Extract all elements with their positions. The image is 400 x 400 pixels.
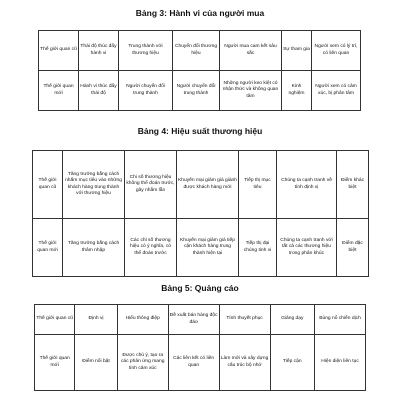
row-header-new: Thế giới quan mới [33,219,63,277]
table-row [35,305,366,335]
table-cell: Các liên kết có liên quan [168,335,219,391]
table-cell: Điểm đặc biệt [337,219,369,277]
row-header-new: Thế giới quan mới [35,335,75,391]
table-4-title: Bảng 4: Hiệu suất thương hiệu [137,126,263,136]
row-header-old: Thế giới quan cũ [33,151,63,219]
table-cell: Người xem có cảm xúc, bị phân tâm [312,71,361,111]
table-4-brand-performance [32,150,369,277]
table-cell: Hành vi thúc đẩy thái độ [79,71,119,111]
table-cell: Giảng dạy [270,305,315,335]
row-header-new: Thế giới quan mới [39,71,79,111]
table-row [35,335,366,391]
table-5-advertising [34,304,366,391]
table-cell: Thái độ thúc đẩy hành vi [79,31,119,71]
row-header-old: Thế giới quan cũ [35,305,75,335]
table-cell: Đề xuất bán hàng độc đáo [168,305,219,335]
table-row [33,219,369,277]
table-cell: Tính thuyết phục [219,305,270,335]
table-cell: Người xem có lý trí, có liên quan [312,31,361,71]
table-cell: Người chuyển đổi trung thành [119,71,173,111]
table-cell: Chúng ta cạnh tranh với tất cả các thương hiệu trong phân khúc [277,219,337,277]
table-cell: Tiếp thị đại chúng tinh vi [239,219,277,277]
table-cell: Hiện diện liên tục [315,335,366,391]
table-row [39,31,361,71]
table-cell: Các chỉ số thương hiệu có ý nghĩa, có thể đoán trước [125,219,177,277]
table-cell: Kinh nghiệm [282,71,312,111]
table-cell: Điểm nổi bật [75,335,117,391]
table-cell: Tăng trưởng bằng cách thâm nhập [63,219,125,277]
table-cell: Chuyển đổi thương hiệu [173,31,220,71]
table-cell: Tiếp thị mục tiêu [239,151,277,219]
table-row [33,151,369,219]
table-cell: Bùng nổ chiến dịch [315,305,366,335]
table-3-title: Bảng 3: Hành vi của người mua [135,8,265,18]
table-cell: Sự tham gia [282,31,312,71]
table-cell: Chúng ta cạnh tranh về tính định vị [277,151,337,219]
table-cell: Điểm khác biệt [337,151,369,219]
table-cell: Được chú ý, tạo ra các phản ứng mang tính cảm xúc [117,335,168,391]
table-cell: Tăng trưởng bằng cách nhắm mục tiêu vào những khách hàng trung thành với thương hiệu [63,151,125,219]
table-cell: Những người keo kiệt có nhận thức và không quan tâm [220,71,282,111]
table-3-buyer-behavior [38,30,361,111]
table-cell: Làm mới và xây dựng cấu trúc bộ nhớ [219,335,270,391]
table-cell: Người chuyển đổi trung thành [173,71,220,111]
row-header-old: Thế giới quan cũ [39,31,79,71]
table-5-title: Bảng 5: Quảng cáo [161,283,239,293]
table-cell: Định vị [75,305,117,335]
table-cell: Hiểu thông điệp [117,305,168,335]
table-cell: Khuyến mại giảm giá giành được khách hàng mới [177,151,239,219]
table-row [39,71,361,111]
table-cell: Người mua cam kết sâu sắc [220,31,282,71]
table-cell: Tiếp cận [270,335,315,391]
table-cell: Chi số thương hiệu không thể đoán trước, gây nhầm lẫn [125,151,177,219]
table-cell: Khuyến mại giảm giá tiếp cận khách hàng trung thành hiện tại [177,219,239,277]
table-cell: Trung thành với thương hiệu [119,31,173,71]
